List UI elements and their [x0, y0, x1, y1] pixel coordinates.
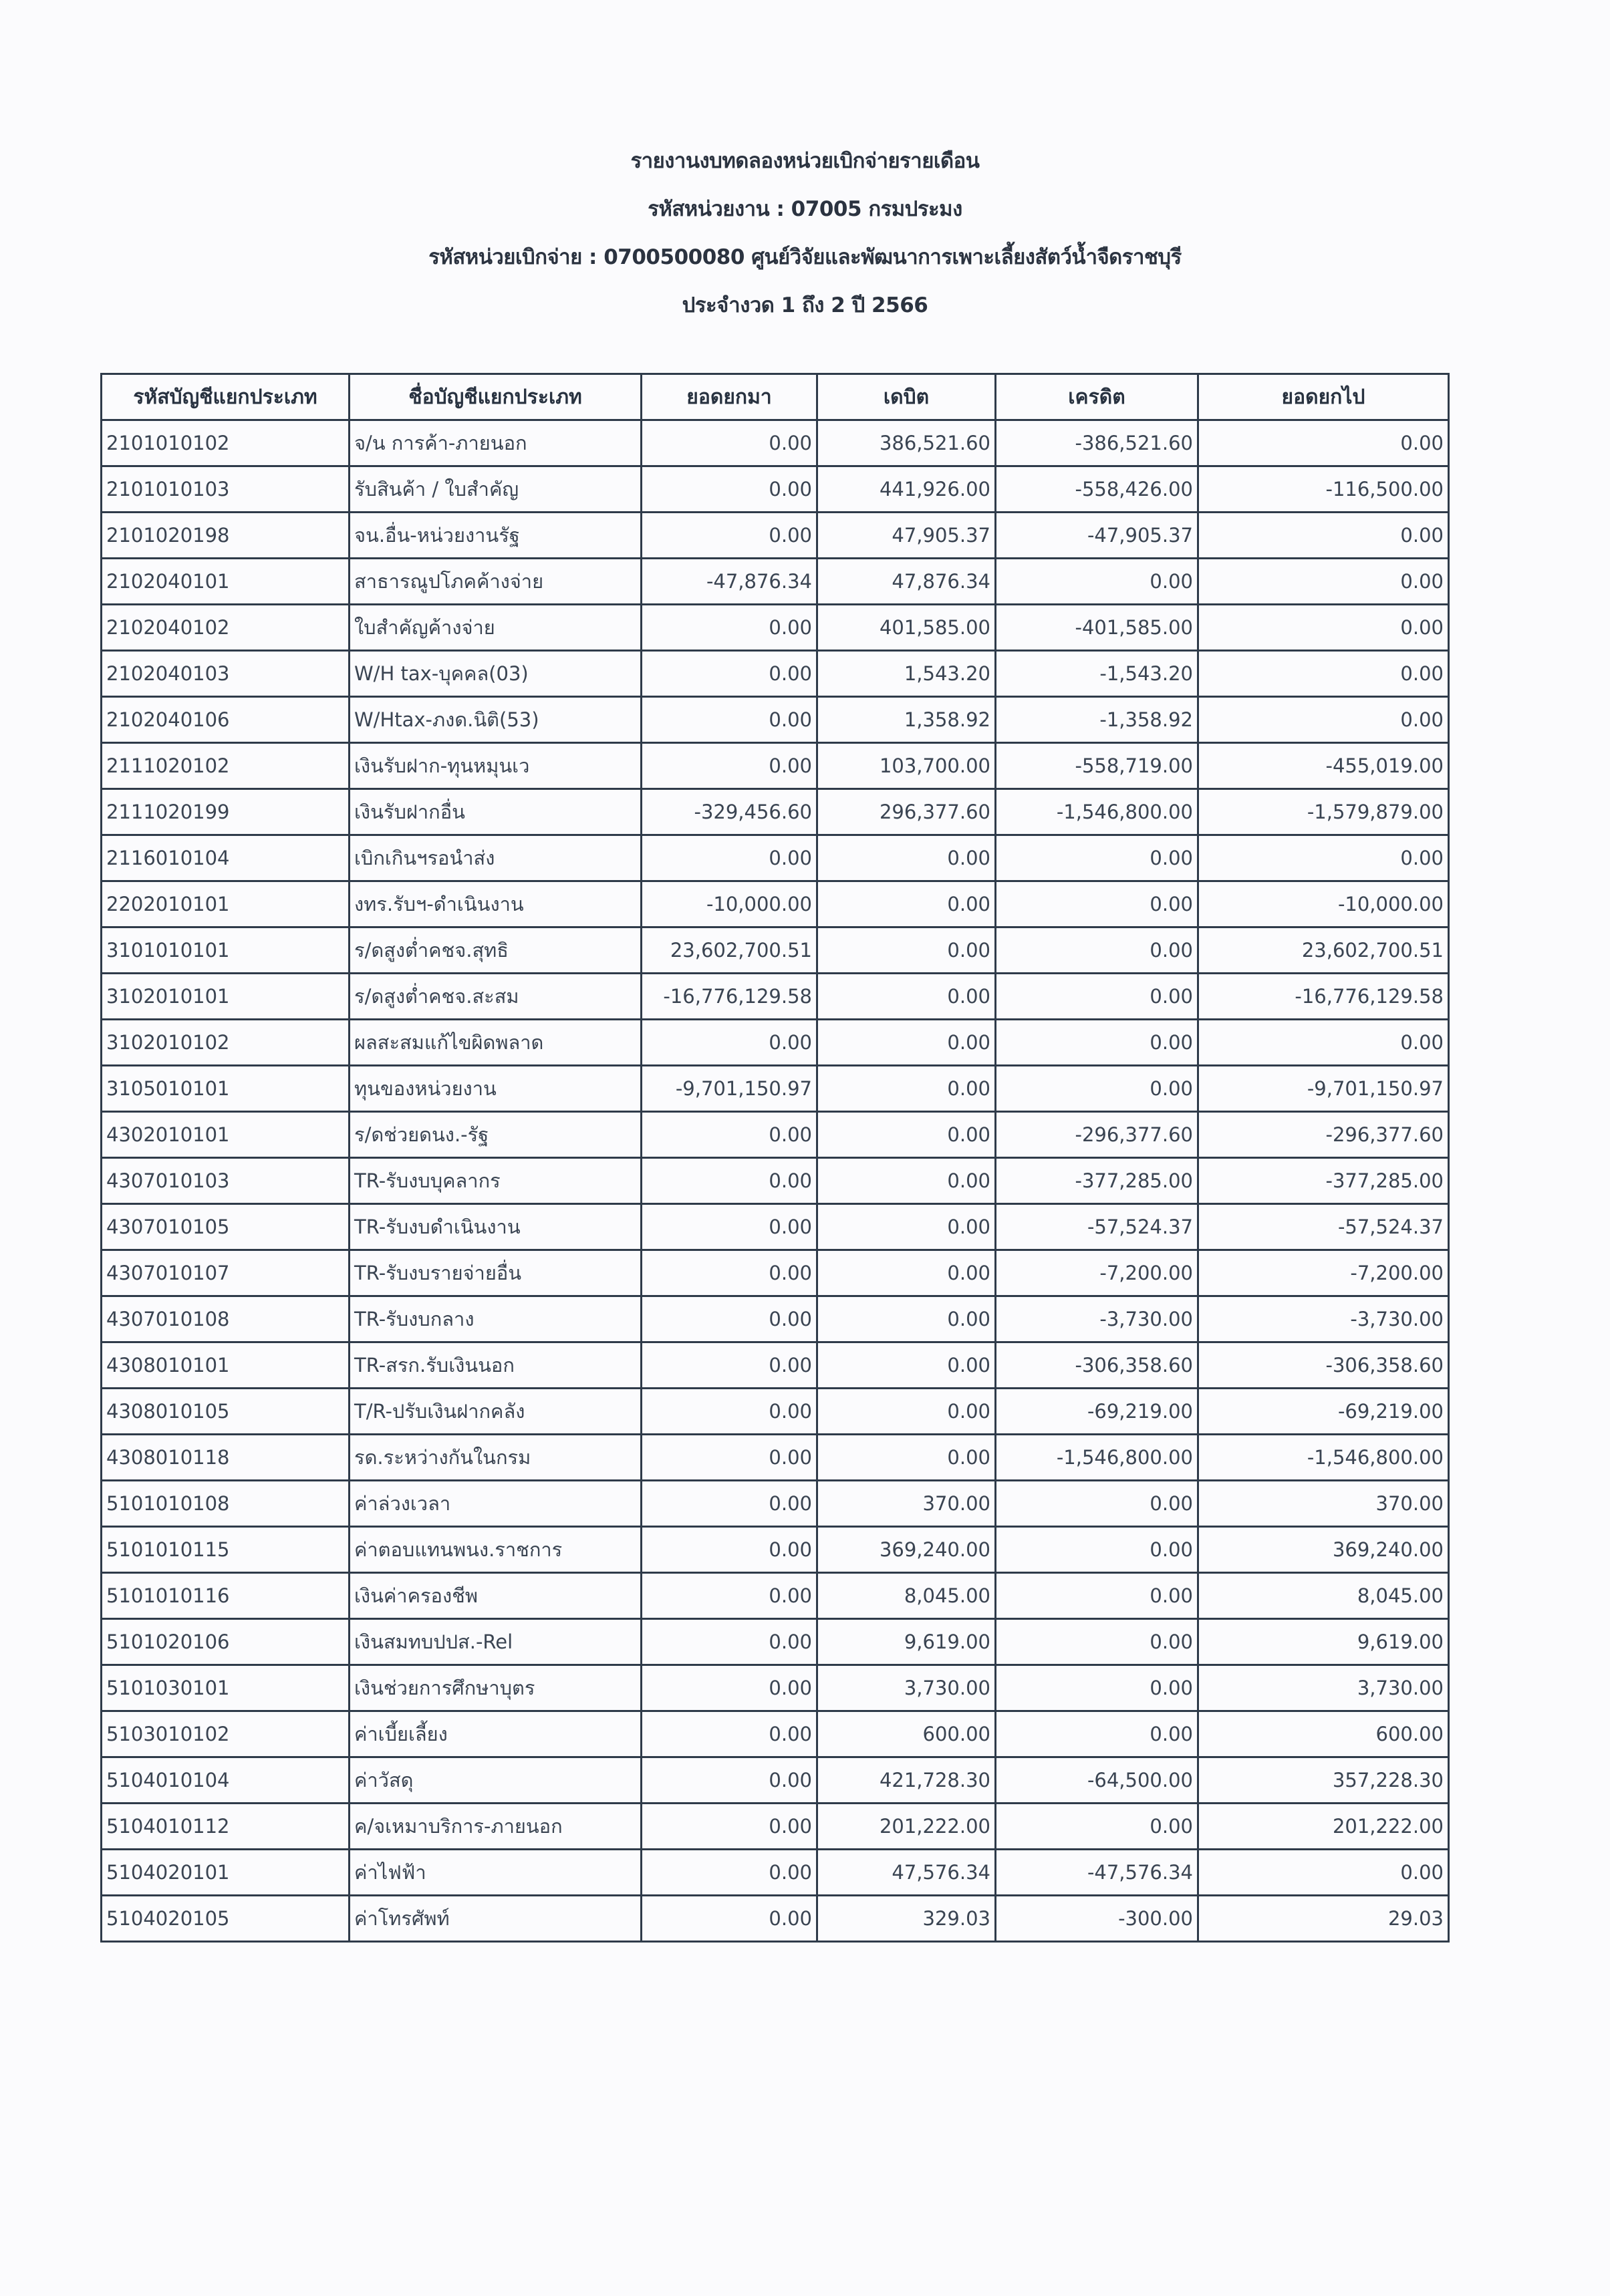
- account-code-cell: 4307010103: [102, 1158, 350, 1204]
- table-row: [102, 1296, 1449, 1342]
- brought-forward-cell: -9,701,150.97: [642, 1066, 817, 1112]
- account-name-cell: เงินช่วยการศึกษาบุตร: [350, 1665, 642, 1711]
- debit-cell: 47,576.34: [817, 1850, 996, 1896]
- carried-forward-cell: -3,730.00: [1198, 1296, 1449, 1342]
- carried-forward-cell: 369,240.00: [1198, 1527, 1449, 1573]
- table-row: [102, 789, 1449, 835]
- credit-cell: -1,543.20: [996, 651, 1198, 697]
- carried-forward-cell: -1,546,800.00: [1198, 1435, 1449, 1481]
- account-code-cell: 2111020102: [102, 743, 350, 789]
- brought-forward-cell: 0.00: [642, 743, 817, 789]
- table-row: [102, 1389, 1449, 1435]
- account-name-cell: W/H tax-บุคคล(03): [350, 651, 642, 697]
- brought-forward-cell: -16,776,129.58: [642, 974, 817, 1020]
- table-body: [102, 420, 1449, 1942]
- account-code-cell: 2101020198: [102, 513, 350, 559]
- carried-forward-cell: 0.00: [1198, 697, 1449, 743]
- table-row: [102, 1711, 1449, 1757]
- credit-cell: 0.00: [996, 927, 1198, 974]
- table-row: [102, 1204, 1449, 1250]
- brought-forward-cell: 0.00: [642, 1527, 817, 1573]
- table-row: [102, 513, 1449, 559]
- credit-cell: 0.00: [996, 835, 1198, 881]
- brought-forward-cell: 0.00: [642, 1020, 817, 1066]
- account-code-cell: 2102040101: [102, 559, 350, 605]
- brought-forward-cell: 0.00: [642, 605, 817, 651]
- debit-cell: 0.00: [817, 1066, 996, 1112]
- credit-cell: -300.00: [996, 1896, 1198, 1942]
- table-row: [102, 743, 1449, 789]
- carried-forward-cell: -69,219.00: [1198, 1389, 1449, 1435]
- credit-cell: 0.00: [996, 881, 1198, 927]
- account-name-cell: TR-สรก.รับเงินนอก: [350, 1342, 642, 1389]
- brought-forward-cell: 0.00: [642, 1204, 817, 1250]
- carried-forward-cell: -57,524.37: [1198, 1204, 1449, 1250]
- account-name-cell: TR-รับงบบุคลากร: [350, 1158, 642, 1204]
- credit-cell: 0.00: [996, 1665, 1198, 1711]
- debit-cell: 370.00: [817, 1481, 996, 1527]
- debit-cell: 0.00: [817, 1389, 996, 1435]
- carried-forward-cell: -377,285.00: [1198, 1158, 1449, 1204]
- account-name-cell: ค่าตอบแทนพนง.ราชการ: [350, 1527, 642, 1573]
- carried-forward-cell: 0.00: [1198, 513, 1449, 559]
- credit-cell: 0.00: [996, 1573, 1198, 1619]
- table-row: [102, 835, 1449, 881]
- credit-cell: -558,719.00: [996, 743, 1198, 789]
- account-name-cell: งทร.รับฯ-ดำเนินงาน: [350, 881, 642, 927]
- agency-code-line: รหัสหน่วยงาน : 07005 กรมประมง: [648, 197, 962, 221]
- account-name-cell: ค่าไฟฟ้า: [350, 1850, 642, 1896]
- account-code-cell: 2102040103: [102, 651, 350, 697]
- debit-cell: 0.00: [817, 1250, 996, 1296]
- debit-cell: 329.03: [817, 1896, 996, 1942]
- table-row: [102, 1435, 1449, 1481]
- account-name-cell: ค่าเบี้ยเลี้ยง: [350, 1711, 642, 1757]
- brought-forward-cell: 0.00: [642, 1850, 817, 1896]
- table-row: [102, 1665, 1449, 1711]
- table-row: [102, 1250, 1449, 1296]
- account-code-cell: 5104020101: [102, 1850, 350, 1896]
- account-code-cell: 5101010115: [102, 1527, 350, 1573]
- brought-forward-cell: 0.00: [642, 1112, 817, 1158]
- brought-forward-cell: 0.00: [642, 1804, 817, 1850]
- account-name-cell: ทุนของหน่วยงาน: [350, 1066, 642, 1112]
- brought-forward-cell: 0.00: [642, 651, 817, 697]
- table-row: [102, 697, 1449, 743]
- account-code-cell: 5104010112: [102, 1804, 350, 1850]
- account-code-cell: 5104020105: [102, 1896, 350, 1942]
- carried-forward-cell: -9,701,150.97: [1198, 1066, 1449, 1112]
- table-row: [102, 1619, 1449, 1665]
- carried-forward-cell: 600.00: [1198, 1711, 1449, 1757]
- debit-cell: 1,543.20: [817, 651, 996, 697]
- header-account-code: รหัสบัญชีแยกประเภท: [102, 374, 350, 420]
- debit-cell: 0.00: [817, 1435, 996, 1481]
- account-name-cell: TR-รับงบดำเนินงาน: [350, 1204, 642, 1250]
- debit-cell: 0.00: [817, 835, 996, 881]
- brought-forward-cell: 0.00: [642, 1296, 817, 1342]
- carried-forward-cell: 0.00: [1198, 1020, 1449, 1066]
- header-credit: เครดิต: [996, 374, 1198, 420]
- carried-forward-cell: 370.00: [1198, 1481, 1449, 1527]
- table-row: [102, 1112, 1449, 1158]
- table-row: [102, 1481, 1449, 1527]
- account-name-cell: เงินสมทบปปส.-Rel: [350, 1619, 642, 1665]
- table-row: [102, 1158, 1449, 1204]
- account-code-cell: 5103010102: [102, 1711, 350, 1757]
- account-code-cell: 2101010102: [102, 420, 350, 466]
- carried-forward-cell: 0.00: [1198, 605, 1449, 651]
- report-header: [0, 137, 1610, 329]
- table-row: [102, 420, 1449, 466]
- credit-cell: -1,358.92: [996, 697, 1198, 743]
- table-row: [102, 1342, 1449, 1389]
- account-code-cell: 2111020199: [102, 789, 350, 835]
- carried-forward-cell: -116,500.00: [1198, 466, 1449, 513]
- account-code-cell: 2101010103: [102, 466, 350, 513]
- credit-cell: -1,546,800.00: [996, 1435, 1198, 1481]
- account-name-cell: ค่าวัสดุ: [350, 1757, 642, 1804]
- table-row: [102, 1573, 1449, 1619]
- debit-cell: 0.00: [817, 1296, 996, 1342]
- account-name-cell: รับสินค้า / ใบสำคัญ: [350, 466, 642, 513]
- brought-forward-cell: 0.00: [642, 1896, 817, 1942]
- account-code-cell: 3101010101: [102, 927, 350, 974]
- credit-cell: 0.00: [996, 1020, 1198, 1066]
- credit-cell: -64,500.00: [996, 1757, 1198, 1804]
- account-code-cell: 4308010118: [102, 1435, 350, 1481]
- brought-forward-cell: 0.00: [642, 697, 817, 743]
- debit-cell: 386,521.60: [817, 420, 996, 466]
- account-code-cell: 4307010108: [102, 1296, 350, 1342]
- account-code-cell: 3105010101: [102, 1066, 350, 1112]
- account-code-cell: 2102040102: [102, 605, 350, 651]
- debit-cell: 0.00: [817, 1204, 996, 1250]
- debit-cell: 3,730.00: [817, 1665, 996, 1711]
- carried-forward-cell: 357,228.30: [1198, 1757, 1449, 1804]
- credit-cell: 0.00: [996, 1804, 1198, 1850]
- account-name-cell: TR-รับงบกลาง: [350, 1296, 642, 1342]
- credit-cell: -386,521.60: [996, 420, 1198, 466]
- brought-forward-cell: 0.00: [642, 1665, 817, 1711]
- brought-forward-cell: 0.00: [642, 513, 817, 559]
- account-name-cell: จน.อื่น-หน่วยงานรัฐ: [350, 513, 642, 559]
- account-name-cell: ค่าล่วงเวลา: [350, 1481, 642, 1527]
- carried-forward-cell: -16,776,129.58: [1198, 974, 1449, 1020]
- account-code-cell: 5101010108: [102, 1481, 350, 1527]
- carried-forward-cell: 8,045.00: [1198, 1573, 1449, 1619]
- table-row: [102, 927, 1449, 974]
- table-row: [102, 1527, 1449, 1573]
- carried-forward-cell: -306,358.60: [1198, 1342, 1449, 1389]
- account-name-cell: เงินรับฝากอื่น: [350, 789, 642, 835]
- credit-cell: 0.00: [996, 1711, 1198, 1757]
- debit-cell: 401,585.00: [817, 605, 996, 651]
- account-name-cell: สาธารณูปโภคค้างจ่าย: [350, 559, 642, 605]
- account-code-cell: 4308010101: [102, 1342, 350, 1389]
- credit-cell: -47,905.37: [996, 513, 1198, 559]
- credit-cell: -69,219.00: [996, 1389, 1198, 1435]
- credit-cell: -306,358.60: [996, 1342, 1198, 1389]
- credit-cell: 0.00: [996, 1527, 1198, 1573]
- account-name-cell: W/Htax-ภงด.นิติ(53): [350, 697, 642, 743]
- account-name-cell: เงินค่าครองชีพ: [350, 1573, 642, 1619]
- brought-forward-cell: 0.00: [642, 420, 817, 466]
- credit-cell: -296,377.60: [996, 1112, 1198, 1158]
- credit-cell: -47,576.34: [996, 1850, 1198, 1896]
- account-code-cell: 4308010105: [102, 1389, 350, 1435]
- header-account-name: ชื่อบัญชีแยกประเภท: [350, 374, 642, 420]
- credit-cell: 0.00: [996, 1619, 1198, 1665]
- brought-forward-cell: 0.00: [642, 1435, 817, 1481]
- carried-forward-cell: -455,019.00: [1198, 743, 1449, 789]
- debit-cell: 0.00: [817, 974, 996, 1020]
- debit-cell: 441,926.00: [817, 466, 996, 513]
- table-row: [102, 881, 1449, 927]
- account-code-cell: 2102040106: [102, 697, 350, 743]
- carried-forward-cell: 3,730.00: [1198, 1665, 1449, 1711]
- account-code-cell: 5104010104: [102, 1757, 350, 1804]
- account-code-cell: 4307010105: [102, 1204, 350, 1250]
- brought-forward-cell: 0.00: [642, 1619, 817, 1665]
- brought-forward-cell: 0.00: [642, 1573, 817, 1619]
- debit-cell: 369,240.00: [817, 1527, 996, 1573]
- carried-forward-cell: 23,602,700.51: [1198, 927, 1449, 974]
- credit-cell: 0.00: [996, 559, 1198, 605]
- brought-forward-cell: -47,876.34: [642, 559, 817, 605]
- debit-cell: 421,728.30: [817, 1757, 996, 1804]
- debit-cell: 201,222.00: [817, 1804, 996, 1850]
- brought-forward-cell: 0.00: [642, 835, 817, 881]
- trial-balance-table: [100, 373, 1450, 1943]
- credit-cell: -7,200.00: [996, 1250, 1198, 1296]
- table-row: [102, 1066, 1449, 1112]
- account-name-cell: TR-รับงบรายจ่ายอื่น: [350, 1250, 642, 1296]
- debit-cell: 8,045.00: [817, 1573, 996, 1619]
- debit-cell: 0.00: [817, 1158, 996, 1204]
- debit-cell: 103,700.00: [817, 743, 996, 789]
- credit-cell: -558,426.00: [996, 466, 1198, 513]
- carried-forward-cell: -10,000.00: [1198, 881, 1449, 927]
- disbursing-unit-line: รหัสหน่วยเบิกจ่าย : 0700500080 ศูนย์วิจัยและพัฒนาการเพาะเลี้ยงสัตว์น้ำจืดราชบุรี: [428, 245, 1182, 269]
- account-name-cell: เงินรับฝาก-ทุนหมุนเว: [350, 743, 642, 789]
- debit-cell: 47,876.34: [817, 559, 996, 605]
- account-name-cell: รด.ระหว่างกันในกรม: [350, 1435, 642, 1481]
- brought-forward-cell: 0.00: [642, 1481, 817, 1527]
- brought-forward-cell: -329,456.60: [642, 789, 817, 835]
- carried-forward-cell: -7,200.00: [1198, 1250, 1449, 1296]
- account-code-cell: 4302010101: [102, 1112, 350, 1158]
- brought-forward-cell: 0.00: [642, 1757, 817, 1804]
- carried-forward-cell: 29.03: [1198, 1896, 1449, 1942]
- account-code-cell: 5101020106: [102, 1619, 350, 1665]
- carried-forward-cell: 201,222.00: [1198, 1804, 1449, 1850]
- brought-forward-cell: 0.00: [642, 466, 817, 513]
- table-header-row: [102, 374, 1449, 420]
- table-row: [102, 559, 1449, 605]
- account-name-cell: ร/ดสูงต่ำคชจ.สุทธิ: [350, 927, 642, 974]
- carried-forward-cell: -296,377.60: [1198, 1112, 1449, 1158]
- table-row: [102, 1896, 1449, 1942]
- account-code-cell: 3102010101: [102, 974, 350, 1020]
- account-name-cell: ร/ดสูงต่ำคชจ.สะสม: [350, 974, 642, 1020]
- carried-forward-cell: 0.00: [1198, 651, 1449, 697]
- brought-forward-cell: 0.00: [642, 1250, 817, 1296]
- account-name-cell: T/R-ปรับเงินฝากคลัง: [350, 1389, 642, 1435]
- table-row: [102, 974, 1449, 1020]
- account-name-cell: ค่าโทรศัพท์: [350, 1896, 642, 1942]
- carried-forward-cell: 0.00: [1198, 1850, 1449, 1896]
- credit-cell: -401,585.00: [996, 605, 1198, 651]
- carried-forward-cell: 0.00: [1198, 559, 1449, 605]
- credit-cell: -57,524.37: [996, 1204, 1198, 1250]
- header-carried-forward: ยอดยกไป: [1198, 374, 1449, 420]
- account-code-cell: 4307010107: [102, 1250, 350, 1296]
- carried-forward-cell: -1,579,879.00: [1198, 789, 1449, 835]
- header-brought-forward: ยอดยกมา: [642, 374, 817, 420]
- brought-forward-cell: 0.00: [642, 1711, 817, 1757]
- account-code-cell: 5101010116: [102, 1573, 350, 1619]
- header-debit: เดบิต: [817, 374, 996, 420]
- brought-forward-cell: 0.00: [642, 1158, 817, 1204]
- table-row: [102, 1020, 1449, 1066]
- carried-forward-cell: 0.00: [1198, 420, 1449, 466]
- debit-cell: 0.00: [817, 881, 996, 927]
- debit-cell: 0.00: [817, 1020, 996, 1066]
- credit-cell: -3,730.00: [996, 1296, 1198, 1342]
- account-name-cell: ร/ดช่วยดนง.-รัฐ: [350, 1112, 642, 1158]
- table-row: [102, 651, 1449, 697]
- table-row: [102, 1804, 1449, 1850]
- debit-cell: 9,619.00: [817, 1619, 996, 1665]
- credit-cell: 0.00: [996, 1481, 1198, 1527]
- credit-cell: -377,285.00: [996, 1158, 1198, 1204]
- account-code-cell: 3102010102: [102, 1020, 350, 1066]
- report-title: รายงานงบทดลองหน่วยเบิกจ่ายรายเดือน: [630, 149, 980, 173]
- table-row: [102, 1757, 1449, 1804]
- debit-cell: 0.00: [817, 927, 996, 974]
- brought-forward-cell: 0.00: [642, 1342, 817, 1389]
- brought-forward-cell: 23,602,700.51: [642, 927, 817, 974]
- account-name-cell: จ/น การค้า-ภายนอก: [350, 420, 642, 466]
- debit-cell: 0.00: [817, 1112, 996, 1158]
- credit-cell: -1,546,800.00: [996, 789, 1198, 835]
- account-name-cell: ผลสะสมแก้ไขผิดพลาด: [350, 1020, 642, 1066]
- brought-forward-cell: 0.00: [642, 1389, 817, 1435]
- table-row: [102, 605, 1449, 651]
- account-code-cell: 2116010104: [102, 835, 350, 881]
- credit-cell: 0.00: [996, 1066, 1198, 1112]
- debit-cell: 0.00: [817, 1342, 996, 1389]
- debit-cell: 1,358.92: [817, 697, 996, 743]
- account-code-cell: 5101030101: [102, 1665, 350, 1711]
- carried-forward-cell: 9,619.00: [1198, 1619, 1449, 1665]
- period-line: ประจำงวด 1 ถึง 2 ปี 2566: [682, 293, 928, 317]
- account-name-cell: ใบสำคัญค้างจ่าย: [350, 605, 642, 651]
- debit-cell: 296,377.60: [817, 789, 996, 835]
- credit-cell: 0.00: [996, 974, 1198, 1020]
- account-code-cell: 2202010101: [102, 881, 350, 927]
- table-row: [102, 1850, 1449, 1896]
- carried-forward-cell: 0.00: [1198, 835, 1449, 881]
- debit-cell: 47,905.37: [817, 513, 996, 559]
- account-name-cell: ค/จเหมาบริการ-ภายนอก: [350, 1804, 642, 1850]
- debit-cell: 600.00: [817, 1711, 996, 1757]
- account-name-cell: เบิกเกินฯรอนำส่ง: [350, 835, 642, 881]
- table-row: [102, 466, 1449, 513]
- brought-forward-cell: -10,000.00: [642, 881, 817, 927]
